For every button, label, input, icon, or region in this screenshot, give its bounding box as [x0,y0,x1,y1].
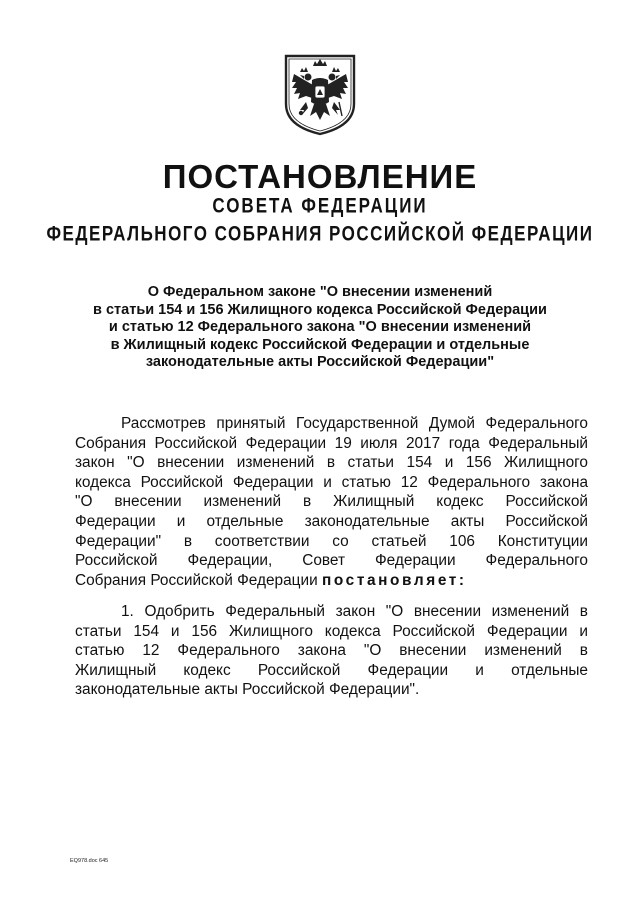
document-title: ПОСТАНОВЛЕНИЕ [162,158,478,195]
file-code: EQ978.doc 645 [70,858,109,864]
paragraph-line: "О внесении изменений в Жилищный кодекс Российской [75,493,588,511]
paragraph-final-line [75,571,588,591]
subject-line: и статью 12 Федерального закона "О внесении изменений [108,319,532,335]
coat-of-arms-emblem [282,52,358,136]
subject-line: О Федеральном законе "О внесении изменений [147,284,493,300]
paragraph-line: Российской Федерации, Совет Федерации Федерального [75,552,588,570]
paragraph-line: кодекса Российской Федерации и статью 12 Федерального закона [75,473,588,491]
body-paragraph-1 [75,414,588,590]
subject-line: в Жилищный кодекс Российской Федерации и отдельные [110,336,530,353]
paragraph-line: Рассмотрев принятый Государственной Думой Федерального [121,415,588,432]
paragraph-line: Федерации" в соответствии со статьей 106 Конституции [75,532,588,550]
final-line-text: Собрания Российской Федерации [75,571,318,589]
paragraph-line: Жилищный кодекс Российской Федерации и отдельные [75,661,588,679]
paragraph-line: Федерации и отдельные законодательные акты Российской [75,512,588,530]
resolution-keyword: постановляет: [321,571,467,589]
paragraph-line: Собрания Российской Федерации 19 июля 2017 года Федеральный [75,434,588,452]
paragraph-line: статьи 154 и 156 Жилищного кодекса Российской Федерации и [75,622,588,640]
body-paragraph-2 [75,602,588,700]
subject-line: в статьи 154 и 156 Жилищного кодекса Российской Федерации [93,301,547,318]
paragraph-line: 1. Одобрить Федеральный закон "О внесении изменений в [121,603,588,620]
paragraph-line: законодательные акты Российской Федерации". [75,681,420,699]
document-subject [60,284,580,372]
paragraph-line: закон "О внесении изменений в статьи 154 и 156 Жилищного [75,454,588,472]
paragraph-line: статью 12 Федерального закона "О внесении изменений в [75,642,588,660]
issuer-line-1: СОВЕТА ФЕДЕРАЦИИ [212,193,428,218]
issuer-line-2: ФЕДЕРАЛЬНОГО СОБРАНИЯ РОССИЙСКОЙ ФЕДЕРАЦИИ [46,221,594,246]
subject-line: законодательные акты Российской Федерации" [145,354,495,370]
